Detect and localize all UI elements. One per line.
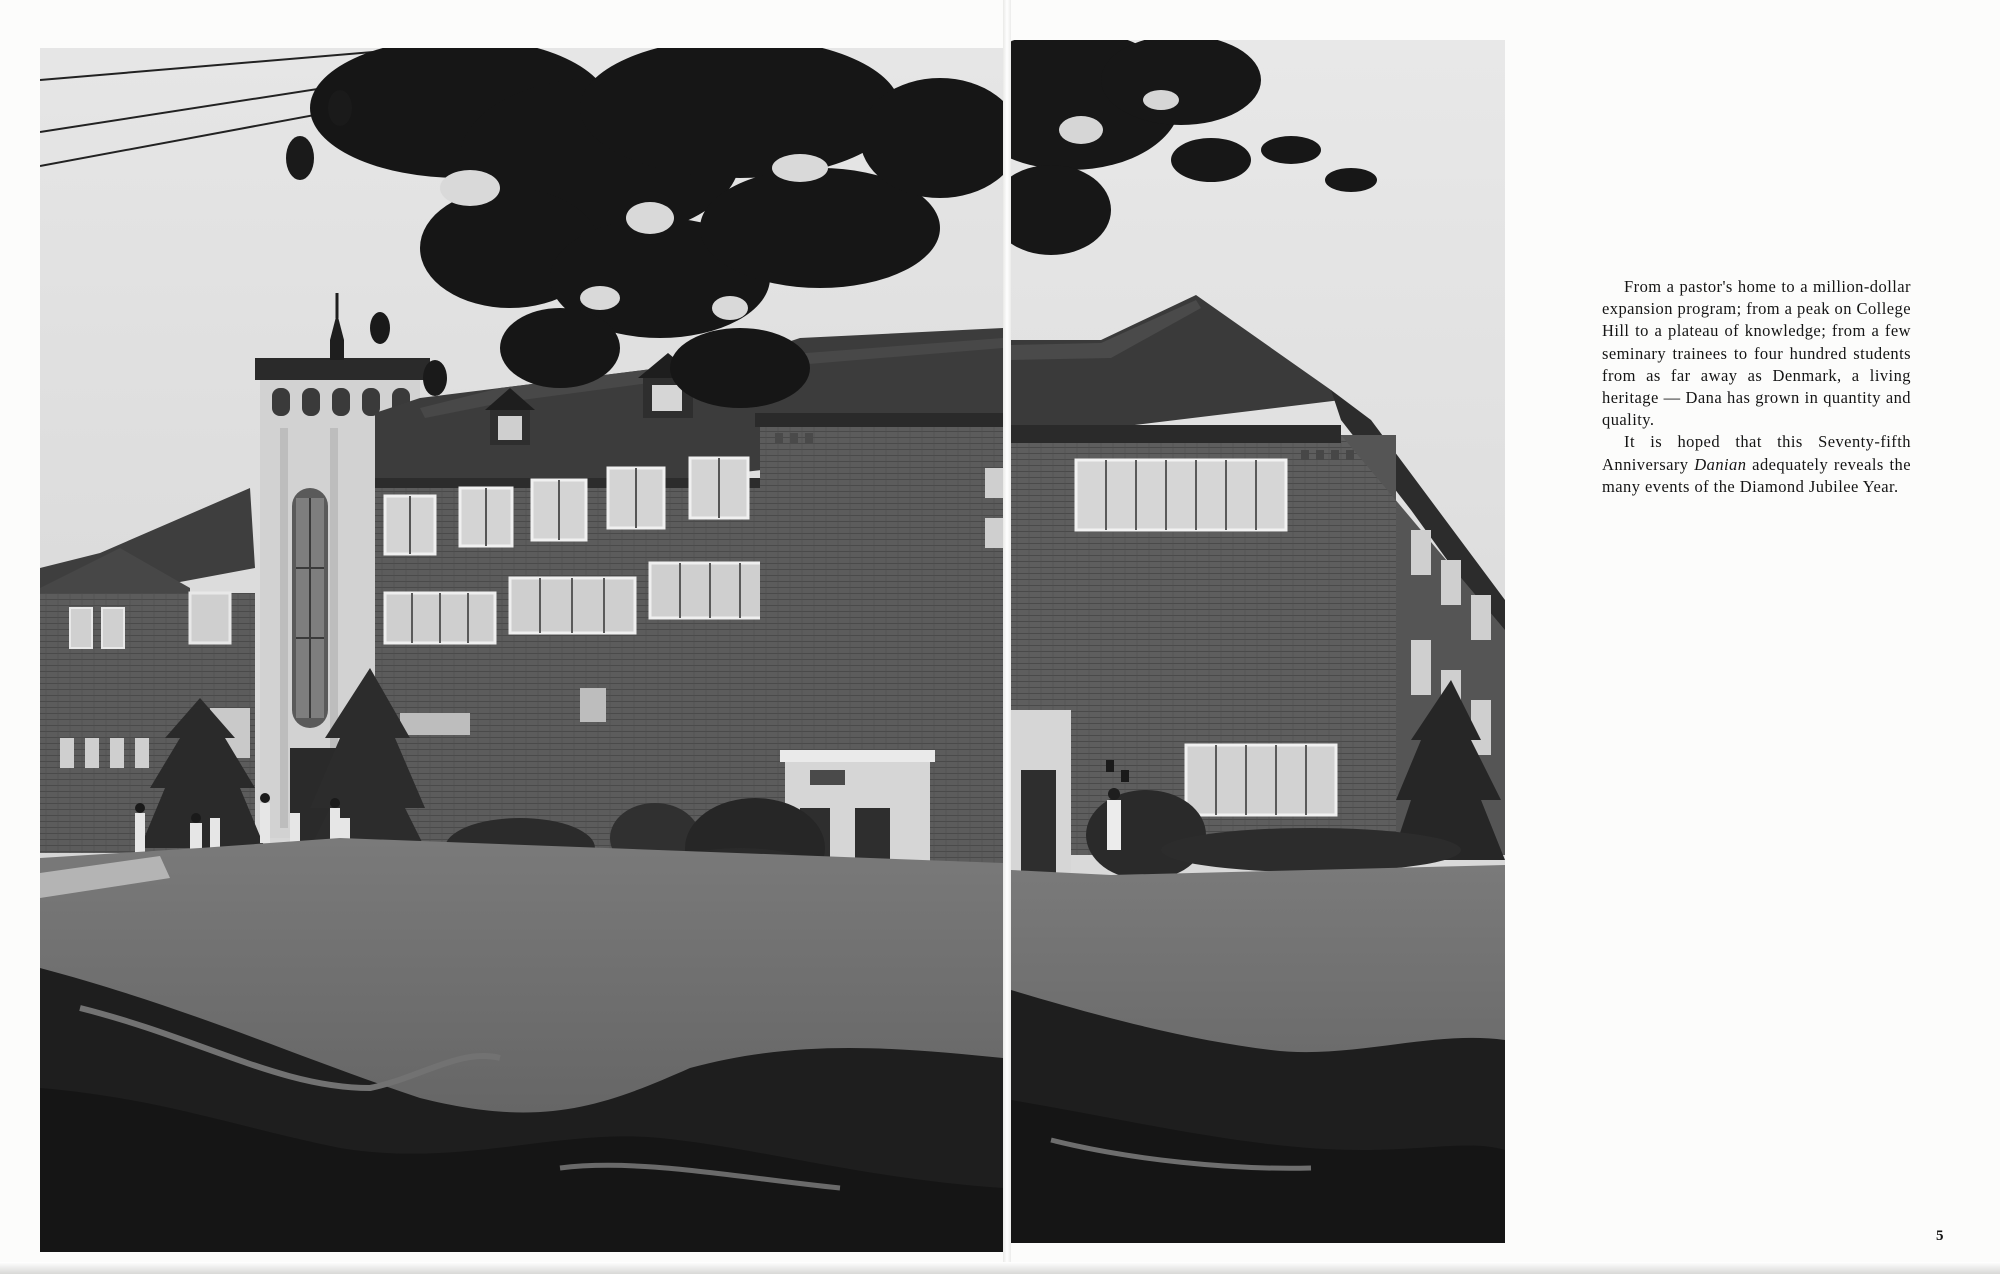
caption-paragraph-2: [1602, 431, 1911, 498]
campus-building-photo-right: [1011, 40, 1505, 1243]
page-number: 5: [1936, 1228, 1944, 1244]
caption-italic-title: Danian: [1694, 454, 1747, 474]
campus-building-photo-left: [40, 48, 1003, 1252]
caption-text: [1602, 276, 1911, 498]
page-gutter: [1003, 0, 1011, 1274]
caption-paragraph-1: From a pastor's home to a million-dollar expansion program; from a peak on College Hill to a plateau of knowledge; from a few seminary trainees to four hundred students from as far away as Denmark, a living heritage — Dana has grown in quantity and quality.: [1602, 277, 1911, 430]
caption-paragraph-2-end: adequately reveals the many events of the Diamond Jubilee Year.: [1602, 454, 1911, 496]
caption-paragraph-2-start: It is hoped that this Seventy-fifth Anniversary: [1602, 432, 1911, 474]
page-bottom-edge: [0, 1262, 2000, 1274]
